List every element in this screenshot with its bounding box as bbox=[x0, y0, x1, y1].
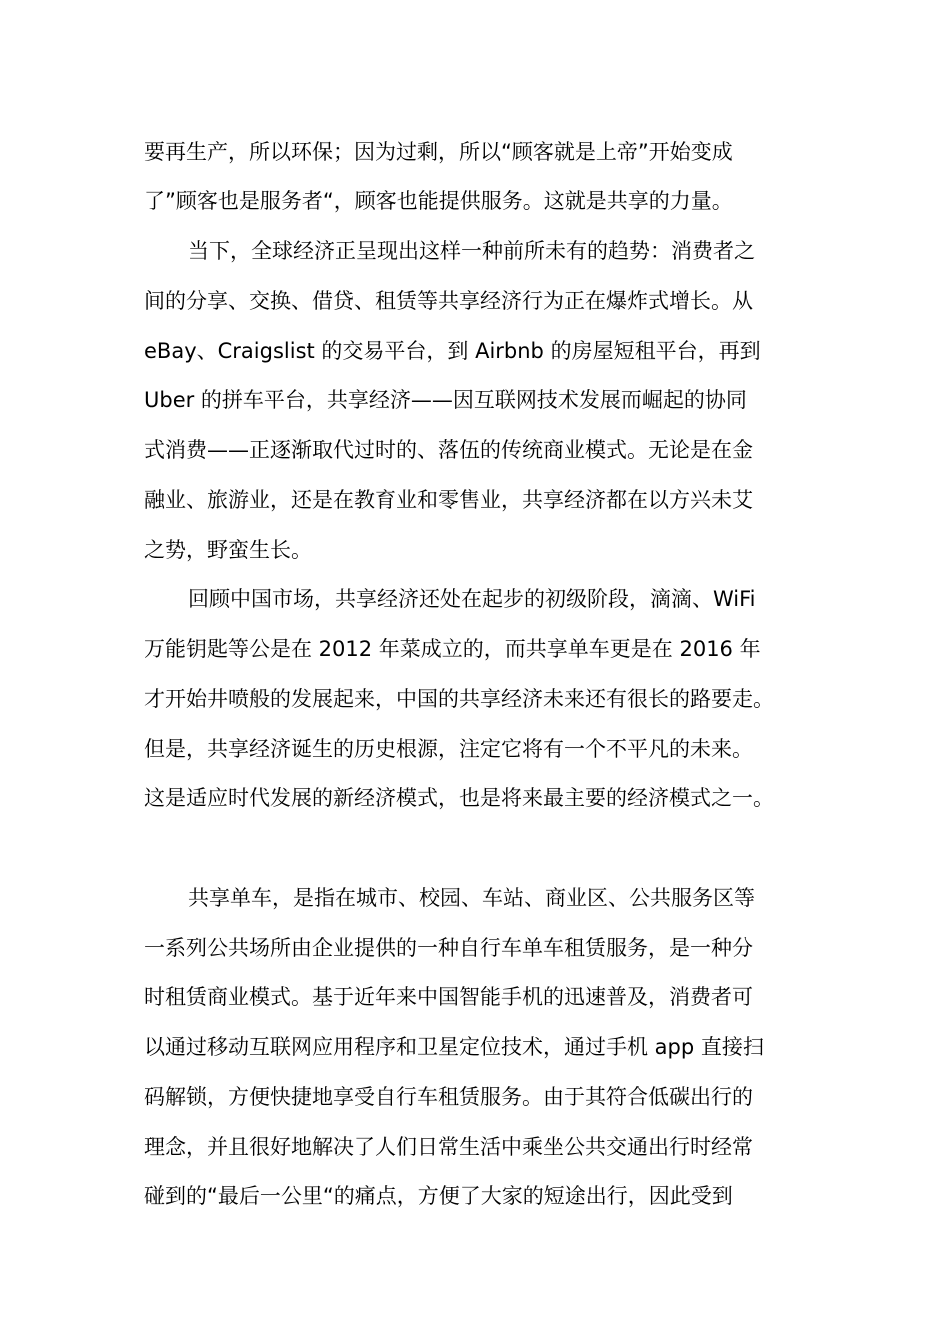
text-line: 但是，共享经济诞生的历史根源，注定它将有一个不平凡的未来。 bbox=[144, 737, 753, 761]
text-line: 万能钥匙等公是在 2012 年菜成立的，而共享单车更是在 2016 年 bbox=[144, 637, 761, 661]
text-line: Uber 的拼车平台，共享经济——因互联网技术发展而崛起的协同 bbox=[144, 388, 747, 412]
text-line: 共享单车，是指在城市、校园、车站、商业区、公共服务区等 bbox=[188, 886, 755, 910]
text-line: 以通过移动互联网应用程序和卫星定位技术，通过手机 app 直接扫 bbox=[144, 1035, 764, 1059]
text-line: eBay、Craigslist 的交易平台，到 Airbnb 的房屋短租平台，再到 bbox=[144, 339, 761, 363]
text-line: 理念，并且很好地解决了人们日常生活中乘坐公共交通出行时经常 bbox=[144, 1135, 753, 1159]
text-line: 了”顾客也是服务者“，顾客也能提供服务。这就是共享的力量。 bbox=[144, 189, 733, 213]
text-line: 码解锁，方便快捷地享受自行车租赁服务。由于其符合低碳出行的 bbox=[144, 1085, 753, 1109]
text-line: 碰到的“最后一公里“的痛点，方便了大家的短途出行，因此受到 bbox=[144, 1184, 733, 1208]
text-line: 式消费——正逐渐取代过时的、落伍的传统商业模式。无论是在金 bbox=[144, 438, 753, 462]
text-line: 这是适应时代发展的新经济模式，也是将来最主要的经济模式之一。 bbox=[144, 786, 774, 810]
text-line: 要再生产，所以环保；因为过剩，所以“顾客就是上帝”开始变成 bbox=[144, 140, 733, 164]
text-line: 融业、旅游业，还是在教育业和零售业，共享经济都在以方兴未艾 bbox=[144, 488, 753, 512]
text-line: 一系列公共场所由企业提供的一种自行车单车租赁服务，是一种分 bbox=[144, 936, 753, 960]
text-line: 时租赁商业模式。基于近年来中国智能手机的迅速普及，消费者可 bbox=[144, 985, 753, 1009]
text-line: 才开始井喷般的发展起来，中国的共享经济未来还有很长的路要走。 bbox=[144, 687, 774, 711]
text-line: 回顾中国市场，共享经济还处在起步的初级阶段，滴滴、WiFi bbox=[188, 587, 756, 611]
text-line: 之势，野蛮生长。 bbox=[144, 538, 312, 562]
text-line: 间的分享、交换、借贷、租赁等共享经济行为正在爆炸式增长。从 bbox=[144, 289, 753, 313]
text-line: 当下，全球经济正呈现出这样一种前所未有的趋势：消费者之 bbox=[188, 239, 755, 263]
